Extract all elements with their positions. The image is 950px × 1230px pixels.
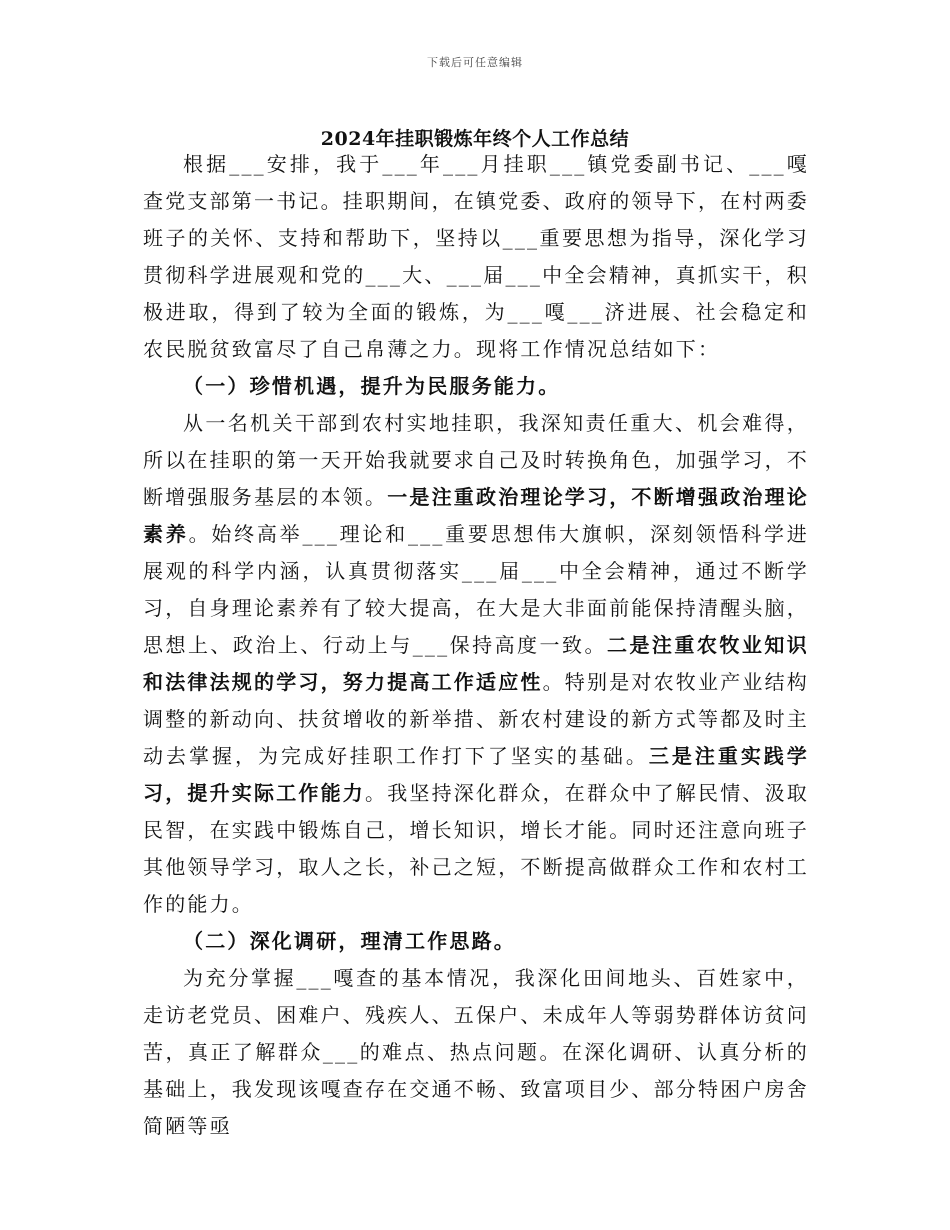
section-2-heading: （二）深化调研，理清工作思路。 [183, 929, 516, 953]
section-1-point-3: 三是注重实践学习，提升实际工作能力 [143, 744, 809, 805]
document-body [143, 146, 809, 1145]
section-1-text-b: 。始终高举___理论和___重要思想伟大旗帜，深刻领悟科学进展观的科学内涵，认真贯彻落实___届___中全会精神，通过不断学习，自身理论素养有了较大提高，在大是大非面前能保持清醒头脑，思想上、政治上、行动上与___保持高度一致。 [143, 522, 810, 657]
section-2-paragraph: 为充分掌握___嘎查的基本情况，我深化田间地头、百姓家中，走访老党员、困难户、残疾人、五保户、未成年人等弱势群体访贫问苦，真正了解群众___的难点、热点问题。在深化调研、认真分析的基础上，我发现该嘎查存在交通不畅、致富项目少、部分特困户房舍简陋等亟 [143, 966, 809, 1138]
section-1-text-c: 。特别是对农牧业产业结构调整的新动向、扶贫增收的新举措、新农村建设的新方式等都及时主动去掌握，为完成好挂职工作打下了坚实的基础。 [143, 670, 810, 768]
section-1-heading: （一）珍惜机遇，提升为民服务能力。 [183, 374, 561, 398]
intro-paragraph: 根据___安排，我于___年___月挂职___镇党委副书记、___嘎查党支部第一书记。挂职期间，在镇党委、政府的领导下，在村两委班子的关怀、支持和帮助下，坚持以___重要思想为指导，深化学习贯彻科学进展观和党的___大、___届___中全会精神，真抓实干，积极进取，得到了较为全面的锻炼，为___嘎___济进展、社会稳定和农民脱贫致富尽了自己帛薄之力。现将工作情况总结如下： [143, 152, 809, 361]
page-header-note: 下载后可任意编辑 [427, 56, 523, 69]
section-1-point-2: 二是注重农牧业知识和法律法规的学习，努力提高工作适应性 [143, 633, 809, 694]
section-1-text-a: 从一名机关干部到农村实地挂职，我深知责任重大、机会难得，所以在挂职的第一天开始我就要求自己及时转换角色，加强学习，不断增强服务基层的本领。 [143, 411, 809, 509]
section-1-text-d: 。我坚持深化群众，在群众中了解民情、汲取民智，在实践中锻炼自己，增长知识，增长才能。同时还注意向班子其他领导学习，取人之长，补己之短，不断提高做群众工作和农村工作的能力。 [143, 781, 809, 916]
document-title: 2024年挂职锻炼年终个人工作总结 [320, 128, 630, 150]
section-1-point-1: 一是注重政治理论学习，不断增强政治理论素养 [143, 485, 810, 546]
section-1-paragraph [143, 405, 809, 923]
